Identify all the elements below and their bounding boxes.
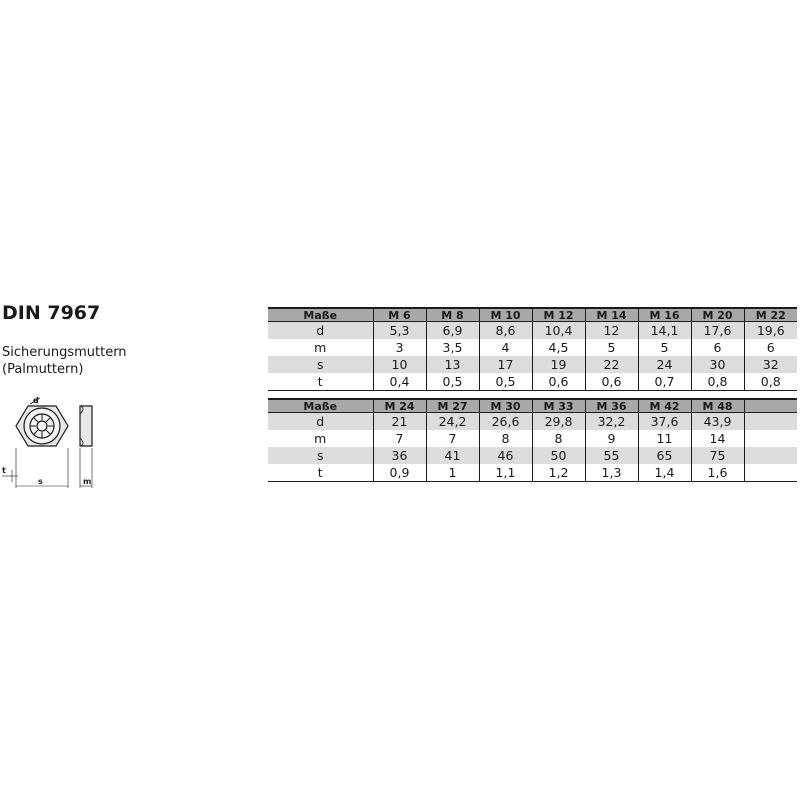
- header-cell: M 42: [638, 399, 691, 413]
- header-cell: M 14: [585, 308, 638, 322]
- header-cell: M 24: [373, 399, 426, 413]
- table-cell: 5,3: [373, 322, 426, 340]
- dimensions-table-2: [268, 398, 797, 482]
- table-cell: 36: [373, 447, 426, 464]
- table-cell: 1,1: [479, 464, 532, 482]
- table-cell: 1,2: [532, 464, 585, 482]
- row-label: s: [268, 447, 373, 464]
- table-cell: 4: [479, 339, 532, 356]
- header-cell: M 20: [691, 308, 744, 322]
- table-cell: 8,6: [479, 322, 532, 340]
- table-row: [268, 430, 797, 447]
- row-label: m: [314, 431, 327, 446]
- table-cell: [744, 447, 797, 464]
- table-cell: 50: [532, 447, 585, 464]
- table-cell: 0,6: [532, 373, 585, 391]
- table-cell: 14: [691, 430, 744, 447]
- label-m: m: [83, 477, 92, 486]
- table-row: [268, 413, 797, 431]
- table-cell: 5: [585, 339, 638, 356]
- header-cell: M 30: [479, 399, 532, 413]
- table-cell: 12: [585, 322, 638, 340]
- table-cell: 26,6: [479, 413, 532, 431]
- table-cell: 5: [638, 339, 691, 356]
- table-cell: 32,2: [585, 413, 638, 431]
- table-cell: 6: [744, 339, 797, 356]
- row-label: t: [268, 373, 373, 391]
- table-cell: 6: [691, 339, 744, 356]
- table-cell: 0,6: [585, 373, 638, 391]
- page-title: DIN 7967: [2, 302, 101, 324]
- table-cell: 0,5: [479, 373, 532, 391]
- table-cell: 41: [426, 447, 479, 464]
- header-cell: M 6: [373, 308, 426, 322]
- table-header-row: [268, 308, 797, 322]
- table-cell: 65: [638, 447, 691, 464]
- table-cell: 32: [744, 356, 797, 373]
- table-header-row: [268, 399, 797, 413]
- table-cell: 1,4: [638, 464, 691, 482]
- table-cell: 19,6: [744, 322, 797, 340]
- table-row: [268, 322, 797, 340]
- header-cell: M 36: [585, 399, 638, 413]
- header-cell: M 27: [426, 399, 479, 413]
- table-cell: 37,6: [638, 413, 691, 431]
- subtitle-line-1: Sicherungsmuttern: [2, 345, 127, 360]
- row-label: m: [314, 340, 327, 355]
- row-label: t: [268, 464, 373, 482]
- table-cell: 22: [585, 356, 638, 373]
- table-cell: 46: [479, 447, 532, 464]
- header-cell: M 10: [479, 308, 532, 322]
- table-cell: 11: [638, 430, 691, 447]
- header-cell: M 12: [532, 308, 585, 322]
- table-cell: 1,3: [585, 464, 638, 482]
- table-cell: [744, 464, 797, 482]
- table-cell: 19: [532, 356, 585, 373]
- table-cell: [744, 413, 797, 431]
- header-cell: M 8: [426, 308, 479, 322]
- table-cell: 10,4: [532, 322, 585, 340]
- subtitle: [2, 344, 127, 378]
- table-cell: 0,5: [426, 373, 479, 391]
- subtitle-line-2: (Palmuttern): [2, 362, 84, 377]
- table-row: [268, 464, 797, 482]
- table-cell: 13: [426, 356, 479, 373]
- table-cell: 24: [638, 356, 691, 373]
- table-cell: 6,9: [426, 322, 479, 340]
- table-cell: 14,1: [638, 322, 691, 340]
- table-cell: 7: [373, 430, 426, 447]
- table-row: [268, 447, 797, 464]
- table-cell: 9: [585, 430, 638, 447]
- table-cell: [744, 430, 797, 447]
- table-cell: 55: [585, 447, 638, 464]
- table-row: [268, 373, 797, 391]
- table-cell: 0,8: [744, 373, 797, 391]
- header-cell: Maße: [268, 308, 373, 322]
- table-cell: 1: [426, 464, 479, 482]
- table-row: [268, 339, 797, 356]
- header-cell: M 16: [638, 308, 691, 322]
- label-t: t: [2, 466, 6, 475]
- header-cell: [744, 399, 797, 413]
- table-cell: 17,6: [691, 322, 744, 340]
- header-cell: M 33: [532, 399, 585, 413]
- palmutter-technical-drawing: [0, 396, 110, 492]
- header-cell: M 22: [744, 308, 797, 322]
- table-cell: 8: [479, 430, 532, 447]
- table-cell: 1,6: [691, 464, 744, 482]
- table-cell: 29,8: [532, 413, 585, 431]
- table-cell: 3: [373, 339, 426, 356]
- table-cell: 75: [691, 447, 744, 464]
- table-cell: 3,5: [426, 339, 479, 356]
- table-cell: 0,9: [373, 464, 426, 482]
- table-cell: 30: [691, 356, 744, 373]
- table-cell: 43,9: [691, 413, 744, 431]
- label-d: d: [33, 396, 39, 405]
- table-cell: 8: [532, 430, 585, 447]
- row-label: s: [268, 356, 373, 373]
- table-cell: 10: [373, 356, 426, 373]
- table-cell: 21: [373, 413, 426, 431]
- header-cell: Maße: [268, 399, 373, 413]
- label-s: s: [38, 477, 43, 486]
- header-cell: M 48: [691, 399, 744, 413]
- table-cell: 24,2: [426, 413, 479, 431]
- table-cell: 0,7: [638, 373, 691, 391]
- dimensions-table-1: [268, 307, 797, 391]
- table-cell: 17: [479, 356, 532, 373]
- table-cell: 7: [426, 430, 479, 447]
- row-label: d: [268, 413, 373, 431]
- table-cell: 0,4: [373, 373, 426, 391]
- table-cell: 0,8: [691, 373, 744, 391]
- row-label: d: [268, 322, 373, 340]
- table-row: [268, 356, 797, 373]
- table-cell: 4,5: [532, 339, 585, 356]
